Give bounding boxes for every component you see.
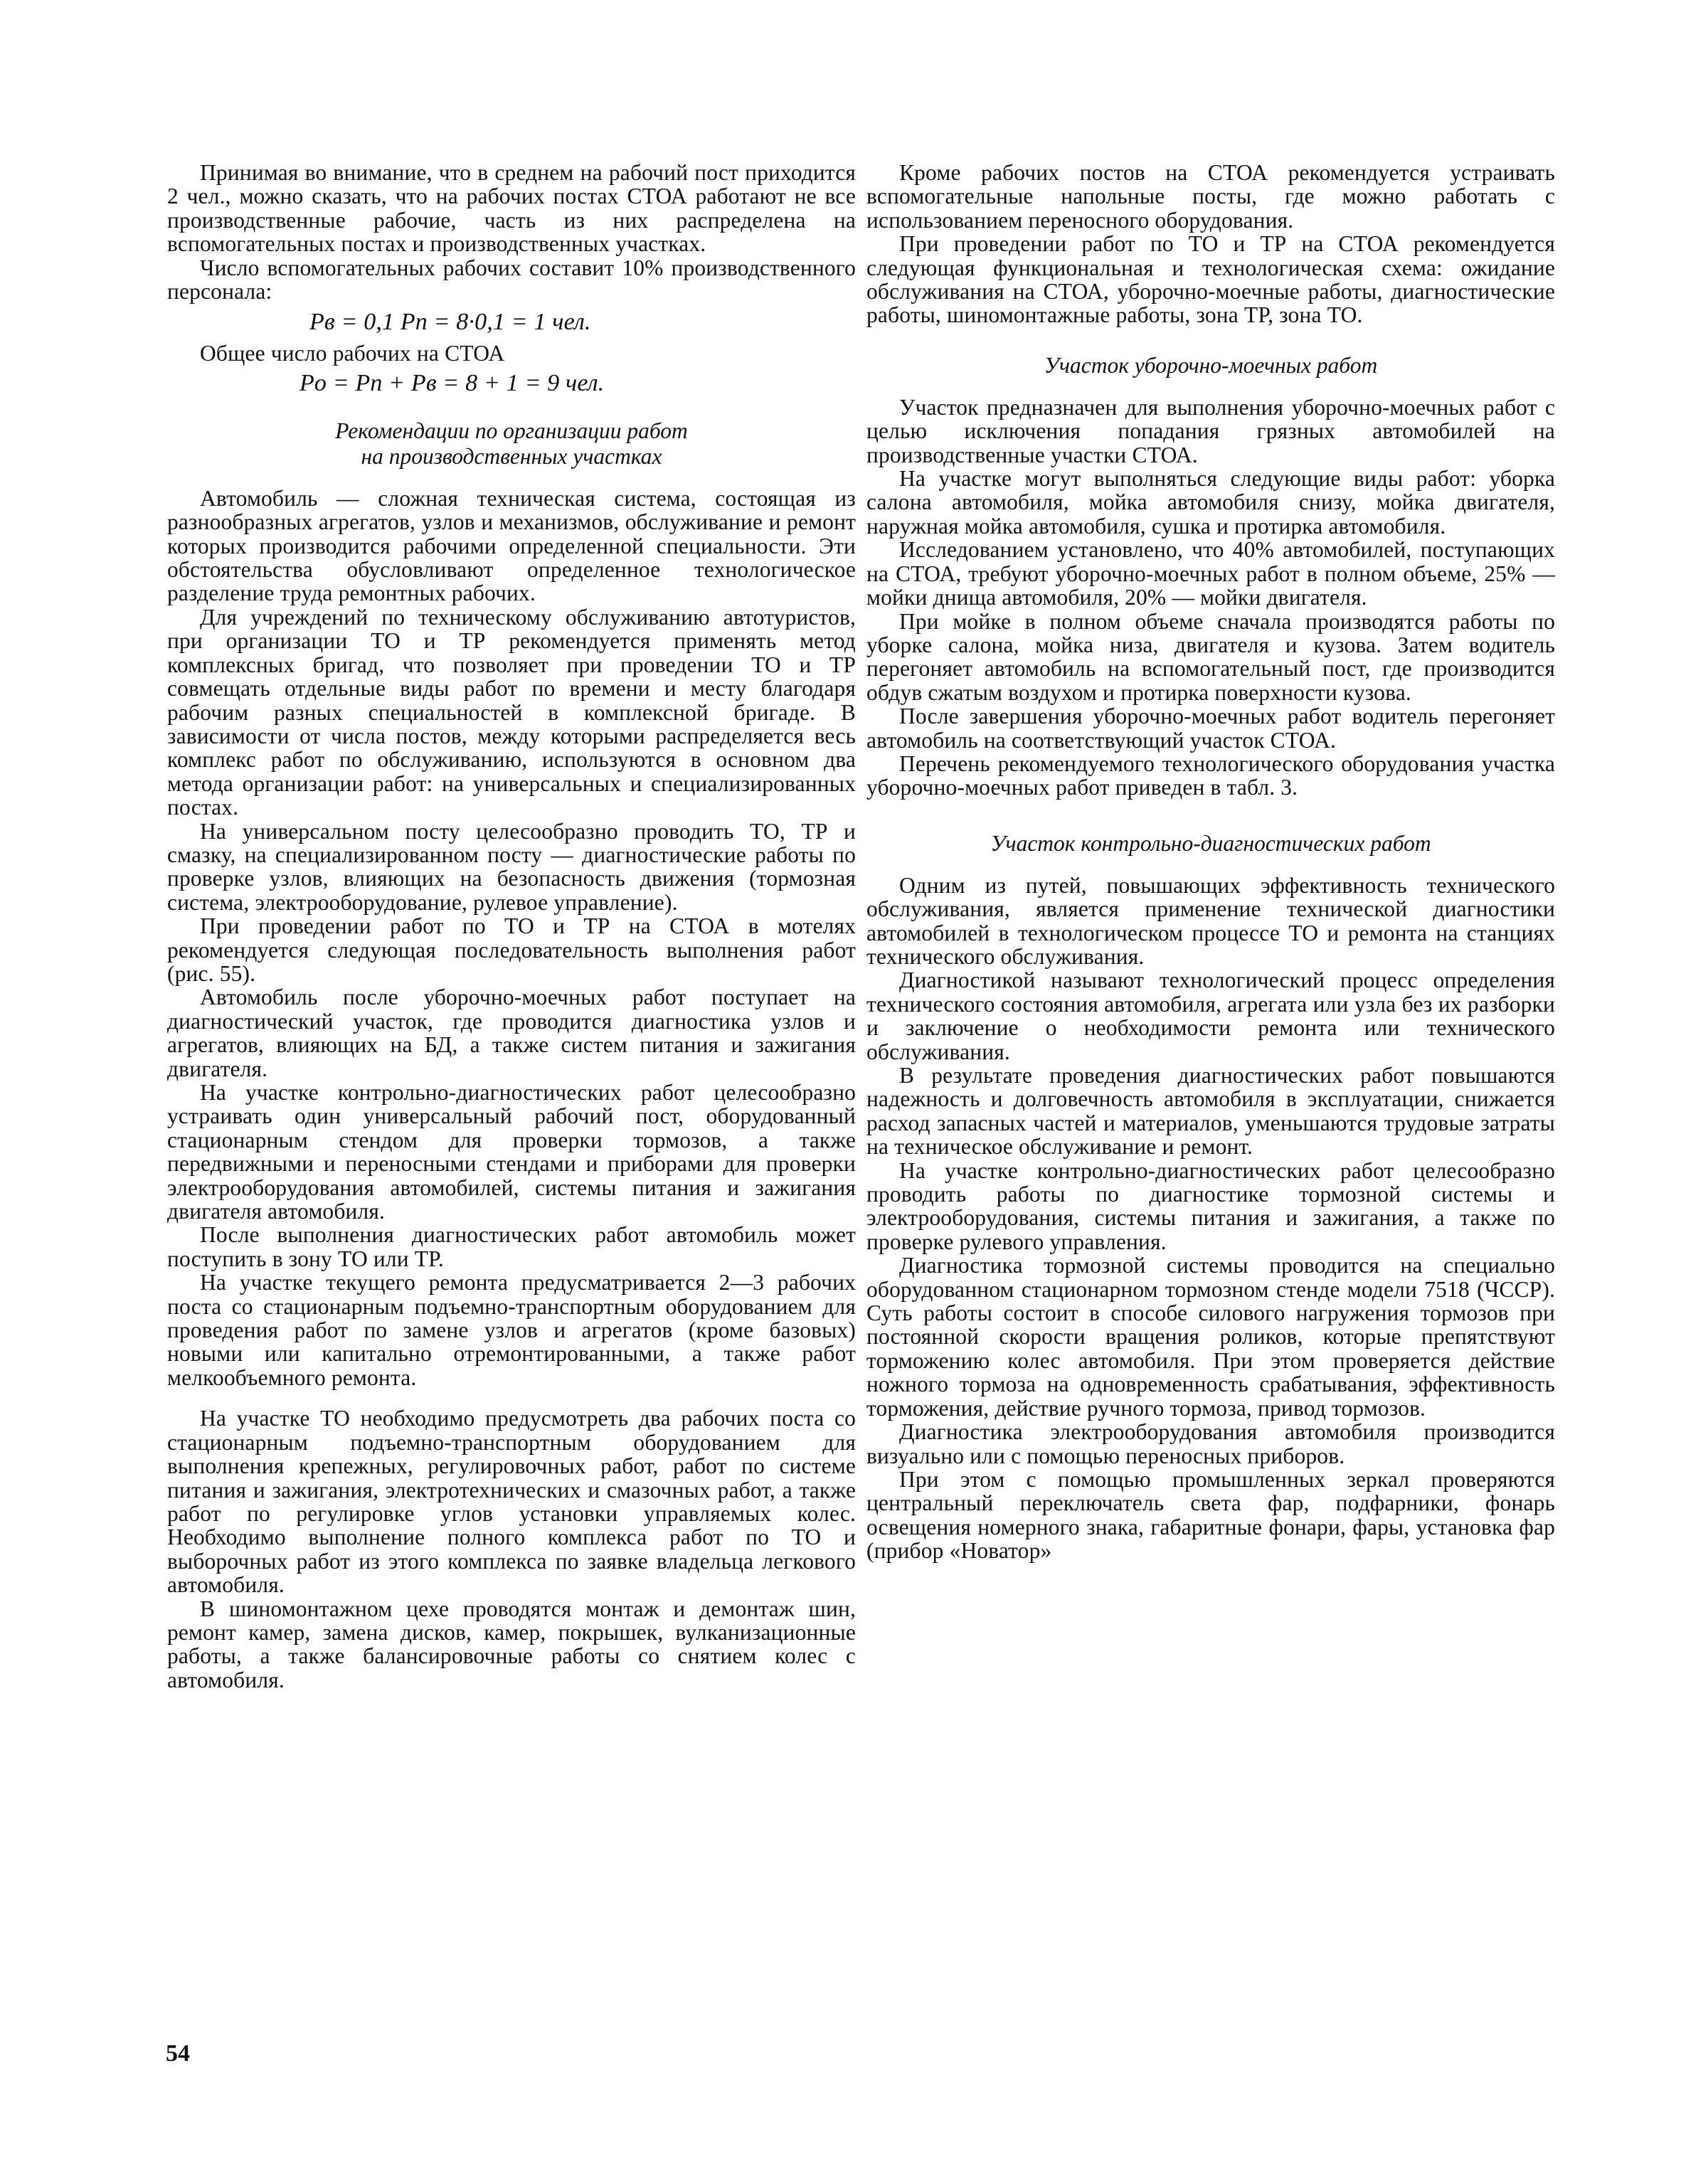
formula-auxiliary-workers: Pв = 0,1 Pп = 8·0,1 = 1 чел. [309, 309, 591, 336]
paragraph: Перечень рекомендуемого технологического оборудования участка уборочно-моечных работ приведен в табл. 3. [866, 751, 1555, 800]
section-heading [167, 418, 856, 470]
paragraph: Исследованием установлено, что 40% автомобилей, поступающих на СТОА, требуют уборочно-моечных работ в полном объеме, 25% — мойки днища автомобиля, 20% — мойки двигателя. [866, 537, 1555, 610]
paragraph: Для учреждений по техническому обслуживанию автотуристов, при организации ТО и ТР рекомендуется применять метод комплексных бригад, что позволяет при проведении ТО и ТР совмещать отдельные виды работ по времени и месту благодаря рабочим разных специальностей в комплексной бригаде. В зависимости от числа постов, между которыми распределяется весь комплекс работ по обслуживанию, используются в основном два метода организации работ: на универсальных и специализированных постах. [167, 604, 856, 820]
paragraph: При этом с помощью промышленных зеркал проверяются центральный переключатель света фар, подфарники, фонарь освещения номерного знака, габаритные фонари, фары, установка фар (прибор «Новатор» [866, 1466, 1555, 1564]
left-column [167, 161, 856, 1692]
paragraph: На участке контрольно-диагностических работ целесообразно проводить работы по диагностике тормозной системы и электрооборудования, системы питания и зажигания, а также по проверке рулевого управления. [866, 1157, 1555, 1254]
paragraph: Число вспомогательных рабочих составит 10% производственного персонала: [167, 255, 856, 304]
paragraph: При мойке в полном объеме сначала производятся работы по уборке салона, мойка низа, двигателя и кузова. Затем водитель перегоняет автомобиль на вспомогательный пост, где производится обдув сжатым воздухом и протирка поверхности кузова. [866, 608, 1555, 705]
paragraph: Участок предназначен для выполнения уборочно-моечных работ с целью исключения попадания грязных автомобилей на производственные участки СТОА. [866, 394, 1555, 467]
paragraph: Автомобиль после уборочно-моечных работ поступает на диагностический участок, где проводится диагностика узлов и агрегатов, влияющих на БД, а также систем питания и зажигания двигателя. [167, 985, 856, 1081]
paragraph-gap [167, 1389, 856, 1406]
section-heading-line: на производственных участках [361, 443, 662, 469]
paragraph: На участке контрольно-диагностических работ целесообразно устраивать один универсальный рабочий пост, оборудованный стационарным стендом для проверки тормозов, а также передвижными и переносными стендами и приборами для проверки электрооборудования автомобилей, системы питания и зажигания двигателя автомобиля. [167, 1080, 856, 1224]
paragraph: При проведении работ по ТО и ТР на СТОА рекомендуется следующая функциональная и технологическая схема: ожидание обслуживания на СТОА, уборочно-моечные работы, диагностические работы, шиномонтажные работы, зона ТР, зона ТО. [866, 231, 1555, 328]
paragraph: Общее число рабочих на СТОА [200, 341, 505, 366]
formula-total-workers: Pо = Pп + Pв = 8 + 1 = 9 чел. [299, 369, 605, 396]
paragraph: В результате проведения диагностических работ повышаются надежность и долговечность автомобиля в эксплуатации, снижается расход запасных частей и материалов, уменьшаются трудовые затраты на техническое обслуживание и ремонт. [866, 1063, 1555, 1160]
section-heading: Участок контрольно-диагностических работ [990, 830, 1431, 856]
paragraph: Кроме рабочих постов на СТОА рекомендуется устраивать вспомогательные напольные посты, где можно работать с использованием переносного оборудования. [866, 160, 1555, 233]
paragraph: Диагностика тормозной системы проводится на специально оборудованном стационарном тормозном стенде модели 7518 (ЧССР). Суть работы состоит в способе силового нагружения тормозов при постоянной скорости вращения роликов, которые препятствуют торможению колес автомобиля. При этом проверяется действие ножного тормоза на одновременность срабатывания, эффективность торможения, действие ручного тормоза, привод тормозов. [866, 1253, 1555, 1421]
paragraph: На участке могут выполняться следующие виды работ: уборка салона автомобиля, мойка автомобиля снизу, мойка двигателя, наружная мойка автомобиля, сушка и протирка автомобиля. [866, 466, 1555, 539]
page-number: 54 [166, 2040, 190, 2067]
paragraph: Автомобиль — сложная техническая система, состоящая из разнообразных агрегатов, узлов и механизмов, обслуживание и ремонт которых производится рабочими определенной специальности. Эти обстоятельства обусловливают определенное технологическое разделение труда ремонтных рабочих. [167, 485, 856, 606]
paragraph: На универсальном посту целесообразно проводить ТО, ТР и смазку, на специализированном посту — диагностические работы по проверке узлов, влияющих на безопасность движения (тормозная система, электрооборудование, рулевое управление). [167, 818, 856, 915]
paragraph: Одним из путей, повышающих эффективность технического обслуживания, является применение технической диагностики автомобилей в технологическом процессе ТО и ремонта на станциях технического обслуживания. [866, 872, 1555, 969]
paragraph: После завершения уборочно-моечных работ водитель перегоняет автомобиль на соответствующий участок СТОА. [866, 704, 1555, 753]
paragraph: При проведении работ по ТО и ТР на СТОА в мотелях рекомендуется следующая последовательность выполнения работ (рис. 55). [167, 913, 856, 986]
paragraph: В шиномонтажном цехе проводятся монтаж и демонтаж шин, ремонт камер, замена дисков, камер, покрышек, вулканизационные работы, а также балансировочные работы со снятием колес с автомобиля. [167, 1596, 856, 1692]
section-heading: Участок уборочно-моечных работ [1044, 352, 1378, 378]
paragraph: Диагностика электрооборудования автомобиля производится визуально или с помощью переносных приборов. [866, 1419, 1555, 1468]
paragraph: На участке текущего ремонта предусматривается 2—3 рабочих поста со стационарным подъемно-транспортным оборудованием для проведения работ по замене узлов и агрегатов (кроме базовых) новыми или капитально отремонтированными, а также работ мелкообъемного ремонта. [167, 1270, 856, 1390]
right-column [866, 161, 1555, 1563]
section-heading-line: Рекомендации по организации работ [335, 418, 688, 443]
paragraph: Диагностикой называют технологический процесс определения технического состояния автомобиля, агрегата или узла без их разборки и заключение о необходимости ремонта или технического обслуживания. [866, 968, 1555, 1064]
paragraph: Принимая во внимание, что в среднем на рабочий пост приходится 2 чел., можно сказать, что на рабочих постах СТОА работают не все производственные рабочие, часть из них распределена на вспомогательных постах и производственных участках. [167, 160, 856, 257]
paragraph: На участке ТО необходимо предусмотреть два рабочих поста со стационарным подъемно-транспортным оборудованием для выполнения крепежных, регулировочных работ, работ по системе питания и зажигания, электротехнических и смазочных работ, а также работ по регулировке углов установки управляемых колес. Необходимо выполнение полного комплекса работ по ТО и выборочных работ из этого комплекса по заявке владельца легкового автомобиля. [167, 1406, 856, 1598]
paragraph: После выполнения диагностических работ автомобиль может поступить в зону ТО или ТР. [167, 1222, 856, 1271]
